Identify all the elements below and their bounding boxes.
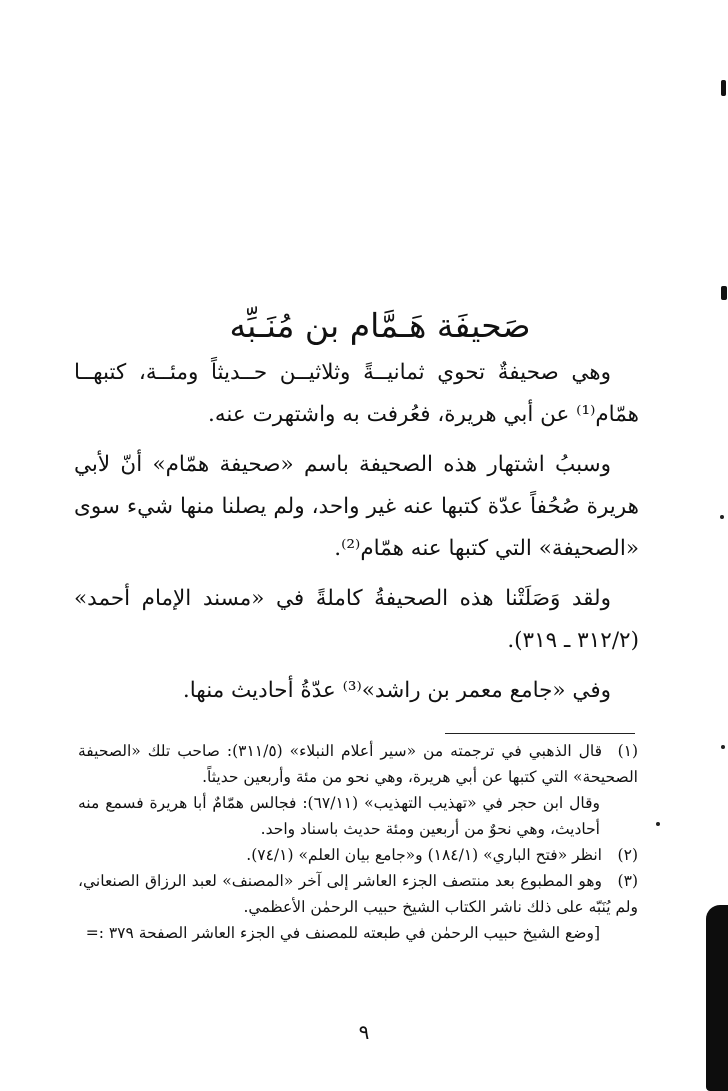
footnotes bbox=[78, 738, 638, 946]
edge-shadow bbox=[706, 905, 728, 1091]
edge-mark-middle bbox=[721, 286, 727, 300]
footnote-2 bbox=[78, 842, 638, 868]
speck bbox=[656, 822, 660, 826]
footnote-text: انظر «فتح الباري» (١٨٤/١) و«جامع بيان العلم» (٧٤/١). bbox=[246, 846, 602, 864]
footnote-number: (٣) bbox=[617, 872, 638, 890]
speck bbox=[720, 515, 724, 519]
chapter-title: صَحيفَة هَـمَّام بن مُنَـبِّه bbox=[229, 306, 531, 346]
footnote-number: (١) bbox=[617, 742, 639, 760]
paragraph-3: ولقد وَصَلَتْنا هذه الصحيفةُ كاملةً في «مسند الإمام أحمد» (٣١٢/٢ ـ ٣١٩). bbox=[74, 586, 639, 653]
footnote-separator bbox=[445, 733, 635, 734]
paragraph-4: وفي «جامع معمر بن راشد»⁽³⁾ عدّةُ أحاديث منها. bbox=[182, 678, 611, 703]
speck bbox=[721, 745, 725, 749]
footnote-text: قال الذهبي في ترجمته من «سير أعلام النبلاء» (٣١١/٥): صاحب تلك «الصحيفة الصحيحة» التي كتبها عن أبي هريرة، وهي نحو من مئة وأربعين حديثاً. bbox=[78, 742, 638, 786]
page-number: ٩ bbox=[358, 1020, 370, 1044]
paragraph-2: وسببُ اشتهار هذه الصحيفة باسم «صحيفة همّام» أنّ لأبي هريرة صُحُفاً عدّة كتبها عنه غير واحد، ولم يصلنا منها شيء سوى «الصحيفة» التي كتبها عنه همّام⁽²⁾. bbox=[74, 452, 639, 561]
edge-mark-top bbox=[721, 80, 726, 96]
footnote-text: وهو المطبوع بعد منتصف الجزء العاشر إلى آخر «المصنف» لعبد الرزاق الصنعاني، ولم يُنَبّه على ذلك ناشر الكتاب الشيخ حبيب الرحمٰن الأعظمي. bbox=[78, 872, 638, 916]
paragraph-1: وهي صحيفةٌ تحوي ثمانيــةً وثلاثيــن حــديثاً ومئــة، كتبهــا همّام⁽¹⁾ عن أبي هريرة، فعُرفت به واشتهرت عنه. bbox=[74, 360, 639, 427]
footnote-3 bbox=[78, 868, 638, 920]
footnote-1 bbox=[78, 738, 638, 790]
main-text bbox=[74, 352, 639, 720]
footnote-3-continuation: [وضع الشيخ حبيب الرحمٰن في طبعته للمصنف في الجزء العاشر الصفحة ٣٧٩ := bbox=[85, 924, 600, 942]
footnote-number: (٢) bbox=[617, 846, 638, 864]
footnote-1-continuation: وقال ابن حجر في «تهذيب التهذيب» (٦٧/١١): فجالس همّامٌ أبا هريرة فسمع منه أحاديث، وهي نحوٌ من أربعين ومئة حديث باسناد واحد. bbox=[78, 794, 600, 838]
